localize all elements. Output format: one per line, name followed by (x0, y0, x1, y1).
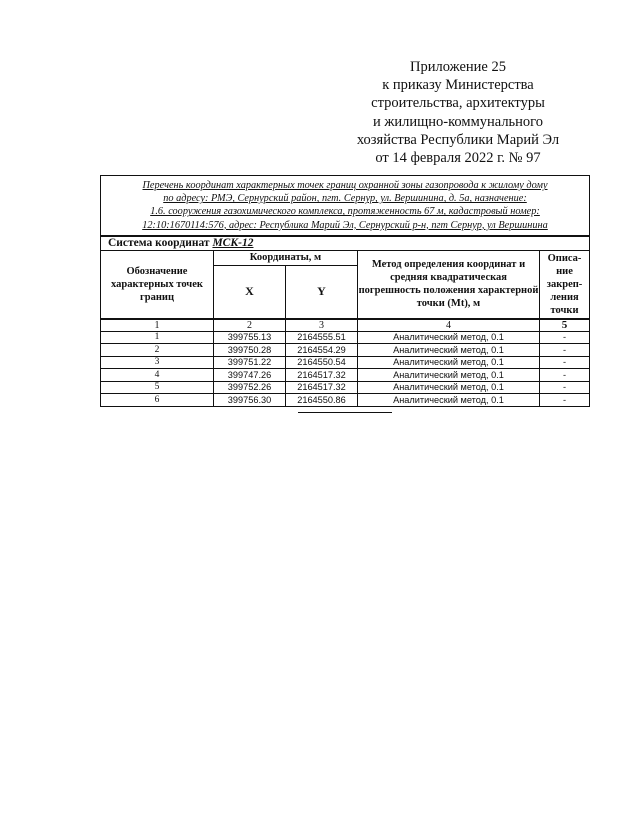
description-cell: - (540, 331, 590, 344)
header-description: Описа-ние закреп-ления точки (540, 250, 590, 319)
header-line: хозяйства Республики Марий Эл (356, 131, 560, 148)
method-cell: Аналитический метод, 0.1 (358, 344, 540, 357)
title-line: Перечень координат характерных точек границ охранной зоны газопровода к жилому дому (142, 180, 548, 191)
header-line: и жилищно-коммунального (372, 113, 544, 130)
point-cell: 4 (101, 369, 214, 382)
column-number: 1 (101, 319, 214, 332)
y-cell: 2164550.54 (286, 356, 358, 369)
y-cell: 2164517.32 (286, 381, 358, 394)
table-title (101, 176, 590, 236)
y-cell: 2164517.32 (286, 369, 358, 382)
column-number: 3 (286, 319, 358, 332)
order-header (338, 58, 578, 167)
x-cell: 399756.30 (214, 394, 286, 407)
coordinate-system-value: МСК-12 (212, 236, 254, 249)
title-line: 1.6. сооружения газохимического комплекса, протяженность 67 м, кадастровый номер: (150, 206, 540, 218)
description-cell: - (540, 344, 590, 357)
column-number: 5 (540, 319, 590, 332)
y-cell: 2164555.51 (286, 331, 358, 344)
column-number: 2 (214, 319, 286, 332)
x-cell: 399752.26 (214, 381, 286, 394)
y-cell: 2164550.86 (286, 394, 358, 407)
closing-rule (298, 412, 392, 413)
method-cell: Аналитический метод, 0.1 (358, 356, 540, 369)
header-line: строительства, архитектуры (371, 95, 545, 112)
column-number-row (101, 319, 590, 332)
description-cell: - (540, 356, 590, 369)
header-line: к приказу Министерства (382, 77, 534, 94)
header-x: X (214, 265, 286, 319)
header-coordinates: Координаты, м (214, 250, 358, 265)
point-cell: 3 (101, 356, 214, 369)
coordinate-system-label: Система координат (108, 236, 210, 249)
point-cell: 5 (101, 381, 214, 394)
x-cell: 399751.22 (214, 356, 286, 369)
x-cell: 399747.26 (214, 369, 286, 382)
x-cell: 399750.28 (214, 344, 286, 357)
table-row (101, 381, 590, 394)
coordinates-table (100, 175, 590, 407)
method-cell: Аналитический метод, 0.1 (358, 331, 540, 344)
coordinate-system (101, 236, 590, 251)
table-row (101, 344, 590, 357)
table-row (101, 331, 590, 344)
point-cell: 6 (101, 394, 214, 407)
x-cell: 399755.13 (214, 331, 286, 344)
point-cell: 1 (101, 331, 214, 344)
description-cell: - (540, 369, 590, 382)
method-cell: Аналитический метод, 0.1 (358, 394, 540, 407)
header-method: Метод определения координат и средняя квадратическая погрешность положения характерной точки (Mt), м (358, 250, 540, 319)
header-line: Приложение 25 (410, 59, 506, 75)
y-cell: 2164554.29 (286, 344, 358, 357)
description-cell: - (540, 381, 590, 394)
header-line: от 14 февраля 2022 г. № 97 (375, 150, 541, 167)
description-cell: - (540, 394, 590, 407)
table-row (101, 356, 590, 369)
method-cell: Аналитический метод, 0.1 (358, 381, 540, 394)
title-line: по адресу: РМЭ, Сернурский район, пгт. Сернур, ул. Вершинина, д. 5а, назначение: (163, 193, 527, 205)
table-row (101, 394, 590, 407)
header-point: Обозначение характерных точек границ (101, 250, 214, 319)
header-y: Y (286, 265, 358, 319)
table-row (101, 369, 590, 382)
point-cell: 2 (101, 344, 214, 357)
title-line: 12:10:1670114:576, адрес: Республика Марий Эл, Сернурский р-н, пгт Сернур, ул Вершинина (142, 219, 548, 231)
method-cell: Аналитический метод, 0.1 (358, 369, 540, 382)
column-number: 4 (358, 319, 540, 332)
